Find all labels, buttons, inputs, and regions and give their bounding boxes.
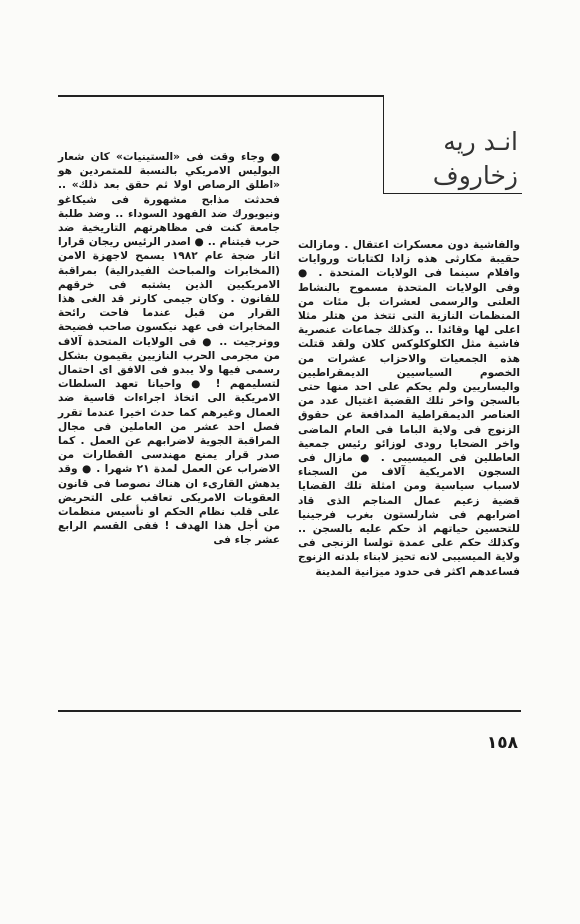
author-first-name: انـد ريه bbox=[443, 127, 518, 156]
text-column-left bbox=[58, 150, 280, 548]
footer-rule bbox=[58, 710, 521, 712]
page-number: ١٥٨ bbox=[486, 733, 518, 753]
author-name bbox=[433, 125, 518, 193]
header-rule bbox=[58, 95, 383, 97]
author-last-name: زخاروف bbox=[432, 161, 518, 190]
right-column-text: والفاشية دون معسكرات اعتقال . ومازالت حقيبة مكارثى هذه زادا لكتابات وروايات وافلام سينما فى الولايات المتحدة . ● وفى الولايات المتحدة مسموح بالنشاط العلنى والرسمى لعشرات بل مئات من المنظمات النازية التى تتخذ من هتلر مثلا اعلى لها وقائدا .. وكذلك جماعات عنصرية فاشية مثل الكلوكلوكس كلان ولقد قتلت هذه الجمعيات والاحزاب عشرات من الخصوم السياسيين الديمقراطيين واليساريين ولم يحكم على احد منها حتى بالسجن واخر تلك القضية اغتيال عدد من العناصر الديمقراطية المدافعة عن حقوق الزنوج فى ولاية الباما فى العام الماضى واخر الضحايا رودى لوزائو رئيس جمعية العاطلين فى الميسيبى . ● مازال فى السجون الامريكية آلاف من السجناء لاسباب سياسية ومن امثلة تلك القضايا قضية زعيم عمال المناجم الذى قاد اضرابهم فى شارلستون بغرب فرجينيا للتحسين حياتهم اذ حكم عليه بالسجن .. وكذلك حكم على عمدة تولسا الزنجى فى ولاية الميسيبى لانه تحيز لابناء بلدته الزنوج فساعدهم اكثر فى حدود ميزانية المدينة bbox=[298, 239, 520, 578]
left-column-text: ● وجاء وقت فى «الستينيات» كان شعار البوليس الامريكي بالنسبة للمتمردين هو «اطلق الرصاص اولا ثم حقق بعد ذلك» .. فحدثت مذابح مشهورة فى شيكاغو ونيويورك ضد الفهود السوداء .. وضد طلبة جامعة كنت فى مظاهرتهم التاريخية ضد حرب فيتنام .. ● اصدر الرئيس ريجان قرارا اثار ضجة عام ١٩٨٢ يسمح لاجهزة الامن (المخابرات والمباحث الفيدرالية) بمراقبة الامريكيين الذين يشتبه فى خرقهم للقانون . وكان جيمى كارتر قد الغى هذا القرار من قبل عندما فاحت رائحة المخابرات فى عهد نيكسون صاحب فضيحة ووترجيت .. ● فى الولايات المتحدة آلاف من مجرمى الحرب النازيين يقيمون بشكل رسمى فيها ولا يبدو فى الافق اى احتمال لتسليمهم ! ● واحيانا تعهد السلطات الامريكية الى اتخاذ اجراءات قاسية ضد العمال وغيرهم كما حدث اخيرا عندما تقرر فصل احد عشر من العاملين فى مجال المراقبة الجوية لاضرابهم عن العمل . كما صدر قرار يمنع مهندسى القطارات من الاضراب عن العمل لمدة ٢١ شهرا . ● وقد يدهش القارىء ان هناك نصوصا فى قانون العقوبات الامريكى تعاقب على التحريض على قلب نظام الحكم او تأسيس منظمات من أجل هذا الهدف ! ففى القسم الرابع عشر جاء فى bbox=[58, 151, 280, 547]
author-box bbox=[383, 95, 522, 194]
text-column-right bbox=[298, 238, 520, 579]
